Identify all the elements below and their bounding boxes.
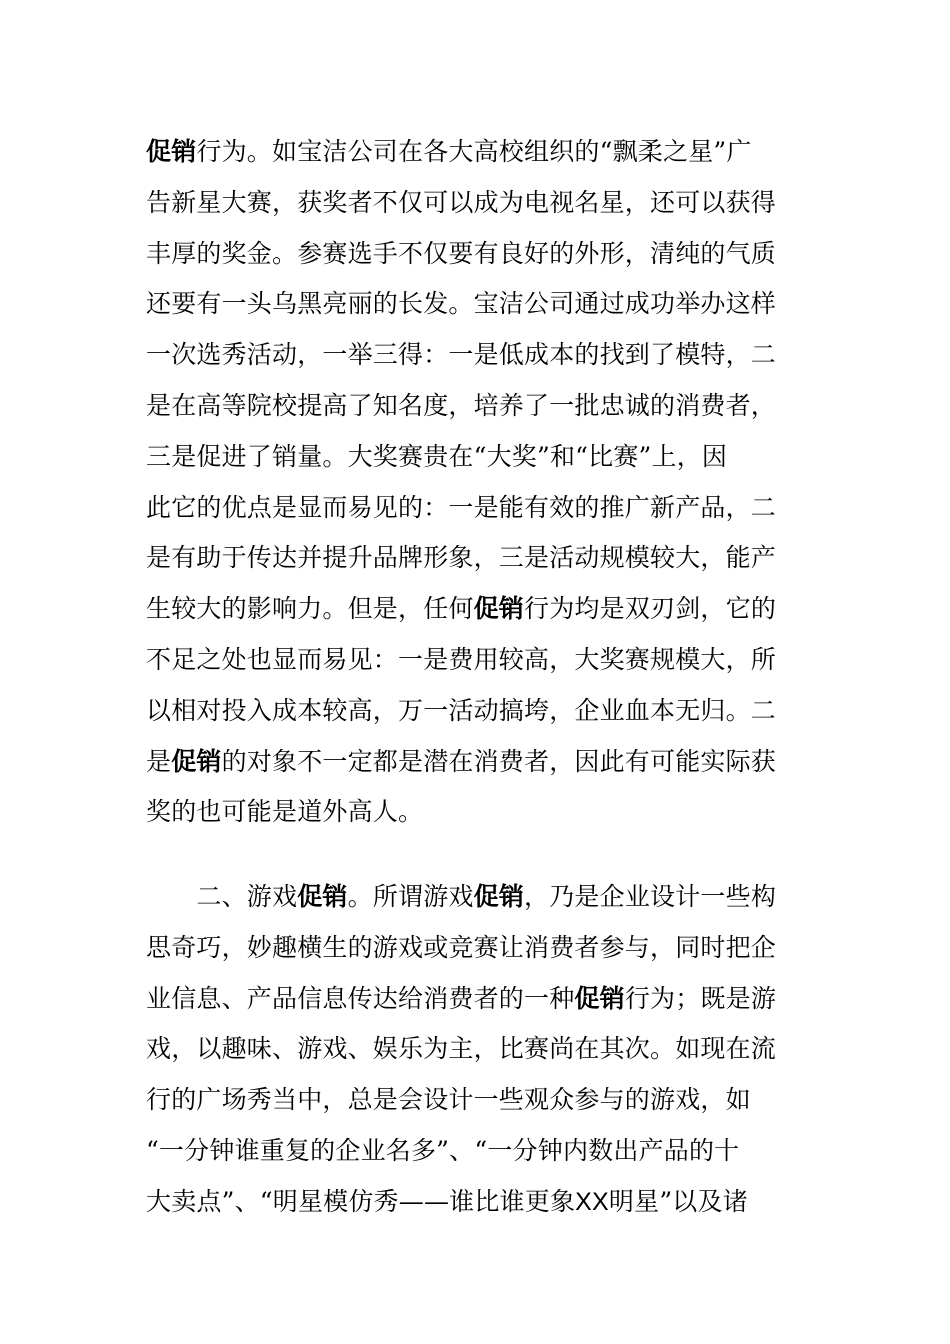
- text-run: 。所谓游戏: [347, 882, 474, 911]
- text-line: [146, 1075, 810, 1126]
- text-run: 生较大的影响力。但是，任何: [146, 594, 474, 624]
- text-line: [146, 686, 810, 737]
- paragraph-2: [146, 872, 810, 1228]
- keyword-bold: 促销: [146, 137, 197, 166]
- keyword-bold: 促销: [473, 594, 525, 624]
- text-line: [146, 584, 810, 635]
- text-line: [146, 432, 810, 483]
- text-line: [146, 127, 810, 178]
- text-run: 行为均是双刃剑，它的: [524, 594, 777, 624]
- text-line: [146, 872, 810, 923]
- text-run: 明星”以及诸: [608, 1186, 748, 1216]
- text-line: [146, 737, 810, 788]
- text-line: [146, 974, 810, 1025]
- text-run: 思奇巧，妙趣横生的游戏或竞赛让消费者参与，同时把企: [146, 932, 777, 962]
- text-line: [146, 1024, 810, 1075]
- text-run: 业信息、产品信息传达给消费者的一种: [146, 983, 575, 1013]
- text-line: [146, 1126, 810, 1177]
- text-line: [146, 923, 810, 974]
- text-run: 此它的优点是显而易见的：一是能有效的推广新产品，二: [146, 492, 777, 522]
- text-line: [146, 787, 810, 838]
- text-line: [146, 1177, 810, 1228]
- text-run: 以相对投入成本较高，万一活动搞垮，企业血本无归。二: [146, 695, 777, 725]
- text-run: 奖的也可能是道外高人。: [146, 797, 424, 827]
- text-line: [146, 229, 810, 280]
- text-line: [146, 381, 810, 432]
- paragraph-1: [146, 127, 810, 838]
- text-run: “一分钟谁重复的企业名多”、“一分钟内数出产品的十: [146, 1135, 740, 1165]
- text-line: [146, 330, 810, 381]
- text-run: 二、游戏: [146, 882, 298, 911]
- text-line: [146, 483, 810, 534]
- text-run: ，乃是企业设计一些构: [524, 882, 777, 911]
- keyword-bold: 促销: [574, 983, 625, 1013]
- text-run: 行为。如宝洁公司在各大高校组织的“飘柔之星”广: [196, 137, 752, 166]
- text-run: 大卖点”、“明星模仿秀——谁比谁更象: [146, 1186, 576, 1216]
- keyword-bold: 促销: [297, 882, 348, 911]
- text-run: 行的广场秀当中，总是会设计一些观众参与的游戏，如: [146, 1085, 751, 1115]
- text-line: [146, 279, 810, 330]
- keyword-bold: 促销: [171, 746, 222, 776]
- text-run: 行为；既是游: [624, 983, 777, 1013]
- keyword-bold: 促销: [473, 882, 525, 911]
- text-line: [146, 178, 810, 229]
- text-run: 三是促进了销量。大奖赛贵在“大奖”和“比赛”上，因: [146, 441, 728, 471]
- text-run: 是在高等院校提高了知名度，培养了一批忠诚的消费者，: [146, 390, 777, 420]
- text-run: 是有助于传达并提升品牌形象，三是活动规模较大，能产: [146, 543, 777, 573]
- text-line: [146, 533, 810, 584]
- text-line: [146, 635, 810, 686]
- text-run: 告新星大赛，获奖者不仅可以成为电视名星，还可以获得: [146, 187, 777, 217]
- text-run: 一次选秀活动，一举三得：一是低成本的找到了模特，二: [146, 340, 777, 370]
- text-run: 是: [146, 746, 172, 776]
- text-run-latin: XX: [575, 1187, 609, 1216]
- text-run: 不足之处也显而易见：一是费用较高，大奖赛规模大，所: [146, 644, 777, 674]
- text-run: 的对象不一定都是潜在消费者，因此有可能实际获: [221, 746, 777, 776]
- text-run: 戏，以趣味、游戏、娱乐为主，比赛尚在其次。如现在流: [146, 1034, 777, 1064]
- text-run: 丰厚的奖金。参赛选手不仅要有良好的外形，清纯的气质: [146, 238, 777, 268]
- text-run: 还要有一头乌黑亮丽的长发。宝洁公司通过成功举办这样: [146, 289, 777, 319]
